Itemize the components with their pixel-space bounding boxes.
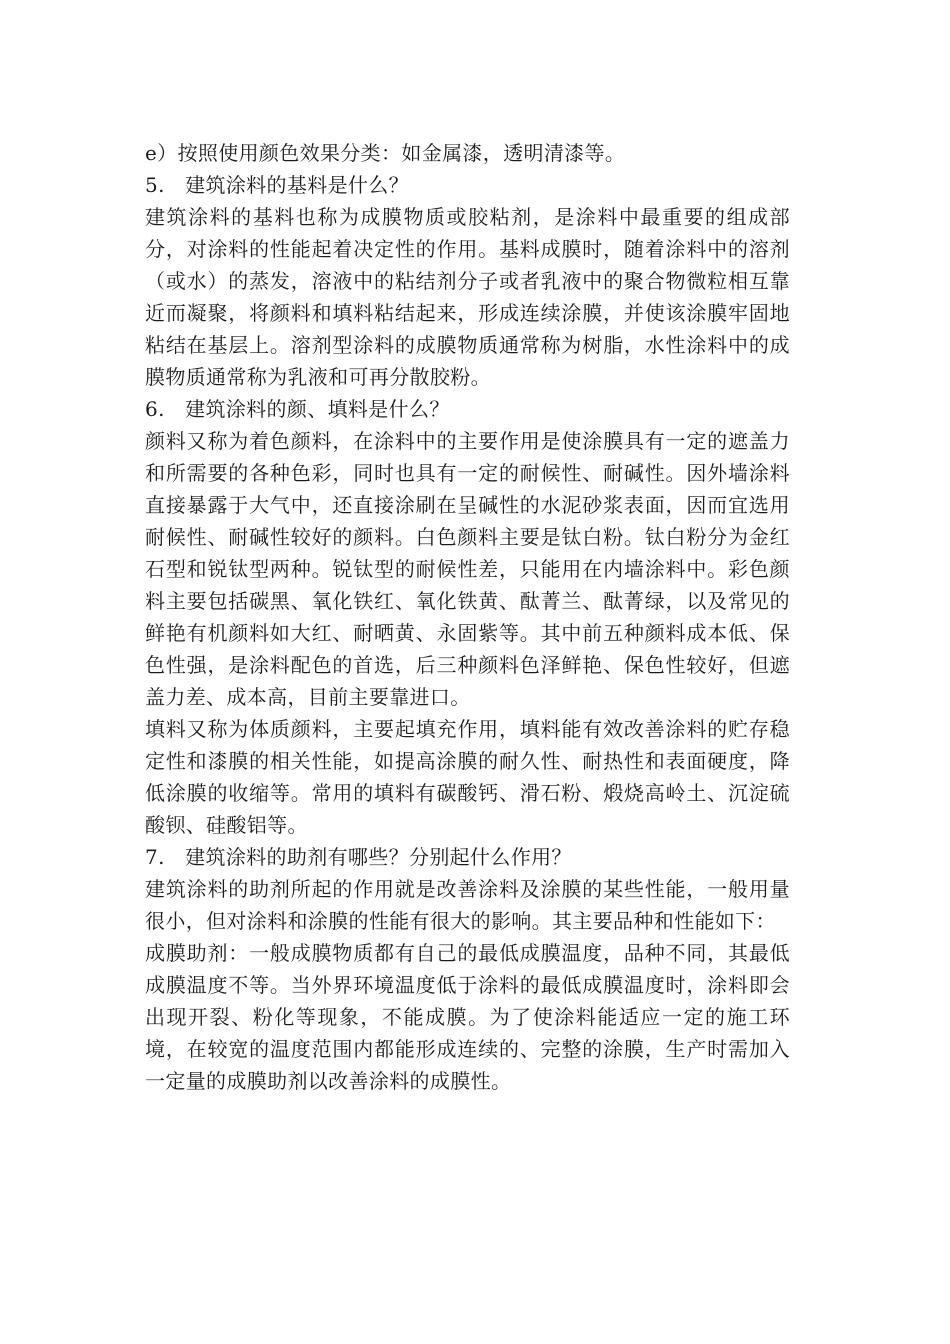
- heading-question-7: 7. 建筑涂料的助剂有哪些？分别起什么作用？: [145, 845, 572, 869]
- paragraph-film-forming-aid: 成膜助剂：一般成膜物质都有自己的最低成膜温度，品种不同，其最低成膜温度不等。当外界环境温度低于涂料的最低成膜温度时，涂料即会出现开裂、粉化等现象，不能成膜。为了使涂料能适应一定的施工环境，在较宽的温度范围内都能形成连续的、完整的涂膜，生产时需加入一定量的成膜助剂以改善涂料的成膜性。: [145, 941, 790, 1093]
- paragraph-base-material: 建筑涂料的基料也称为成膜物质或胶粘剂，是涂料中最重要的组成部分，对涂料的性能起着决定性的作用。基料成膜时，随着涂料中的溶剂（或水）的蒸发，溶液中的粘结剂分子或者乳液中的聚合物微粒相互靠近而凝聚，将颜料和填料粘结起来，形成连续涂膜，并使该涂膜牢固地粘结在基层上。溶剂型涂料的成膜物质通常称为树脂，水性涂料中的成膜物质通常称为乳液和可再分散胶粉。: [145, 205, 790, 389]
- document-body: [145, 137, 790, 1097]
- paragraph-additives-intro: 建筑涂料的助剂所起的作用就是改善涂料及涂膜的某些性能，一般用量很小，但对涂料和涂膜的性能有很大的影响。其主要品种和性能如下：: [145, 877, 790, 933]
- heading-question-6: 6. 建筑涂料的颜、填料是什么？: [145, 397, 450, 421]
- paragraph-pigments: 颜料又称为着色颜料，在涂料中的主要作用是使涂膜具有一定的遮盖力和所需要的各种色彩，同时也具有一定的耐候性、耐碱性。因外墙涂料直接暴露于大气中，还直接涂刷在呈碱性的水泥砂浆表面，因而宜选用耐候性、耐碱性较好的颜料。白色颜料主要是钛白粉。钛白粉分为金红石型和锐钛型两种。锐钛型的耐候性差，只能用在内墙涂料中。彩色颜料主要包括碳黑、氧化铁红、氧化铁黄、酞菁兰、酞菁绿，以及常见的鲜艳有机颜料如大红、耐晒黄、永固紫等。其中前五种颜料成本低、保色性强，是涂料配色的首选，后三种颜料色泽鲜艳、保色性较好，但遮盖力差、成本高，目前主要靠进口。: [145, 429, 790, 709]
- heading-question-5: 5. 建筑涂料的基料是什么？: [145, 173, 409, 197]
- paragraph-color-effect-classification: e）按照使用颜色效果分类：如金属漆，透明清漆等。: [145, 141, 626, 165]
- paragraph-fillers: 填料又称为体质颜料，主要起填充作用，填料能有效改善涂料的贮存稳定性和漆膜的相关性能，如提高涂膜的耐久性、耐热性和表面硬度，降低涂膜的收缩等。常用的填料有碳酸钙、滑石粉、煅烧高岭土、沉淀硫酸钡、硅酸铝等。: [145, 717, 790, 837]
